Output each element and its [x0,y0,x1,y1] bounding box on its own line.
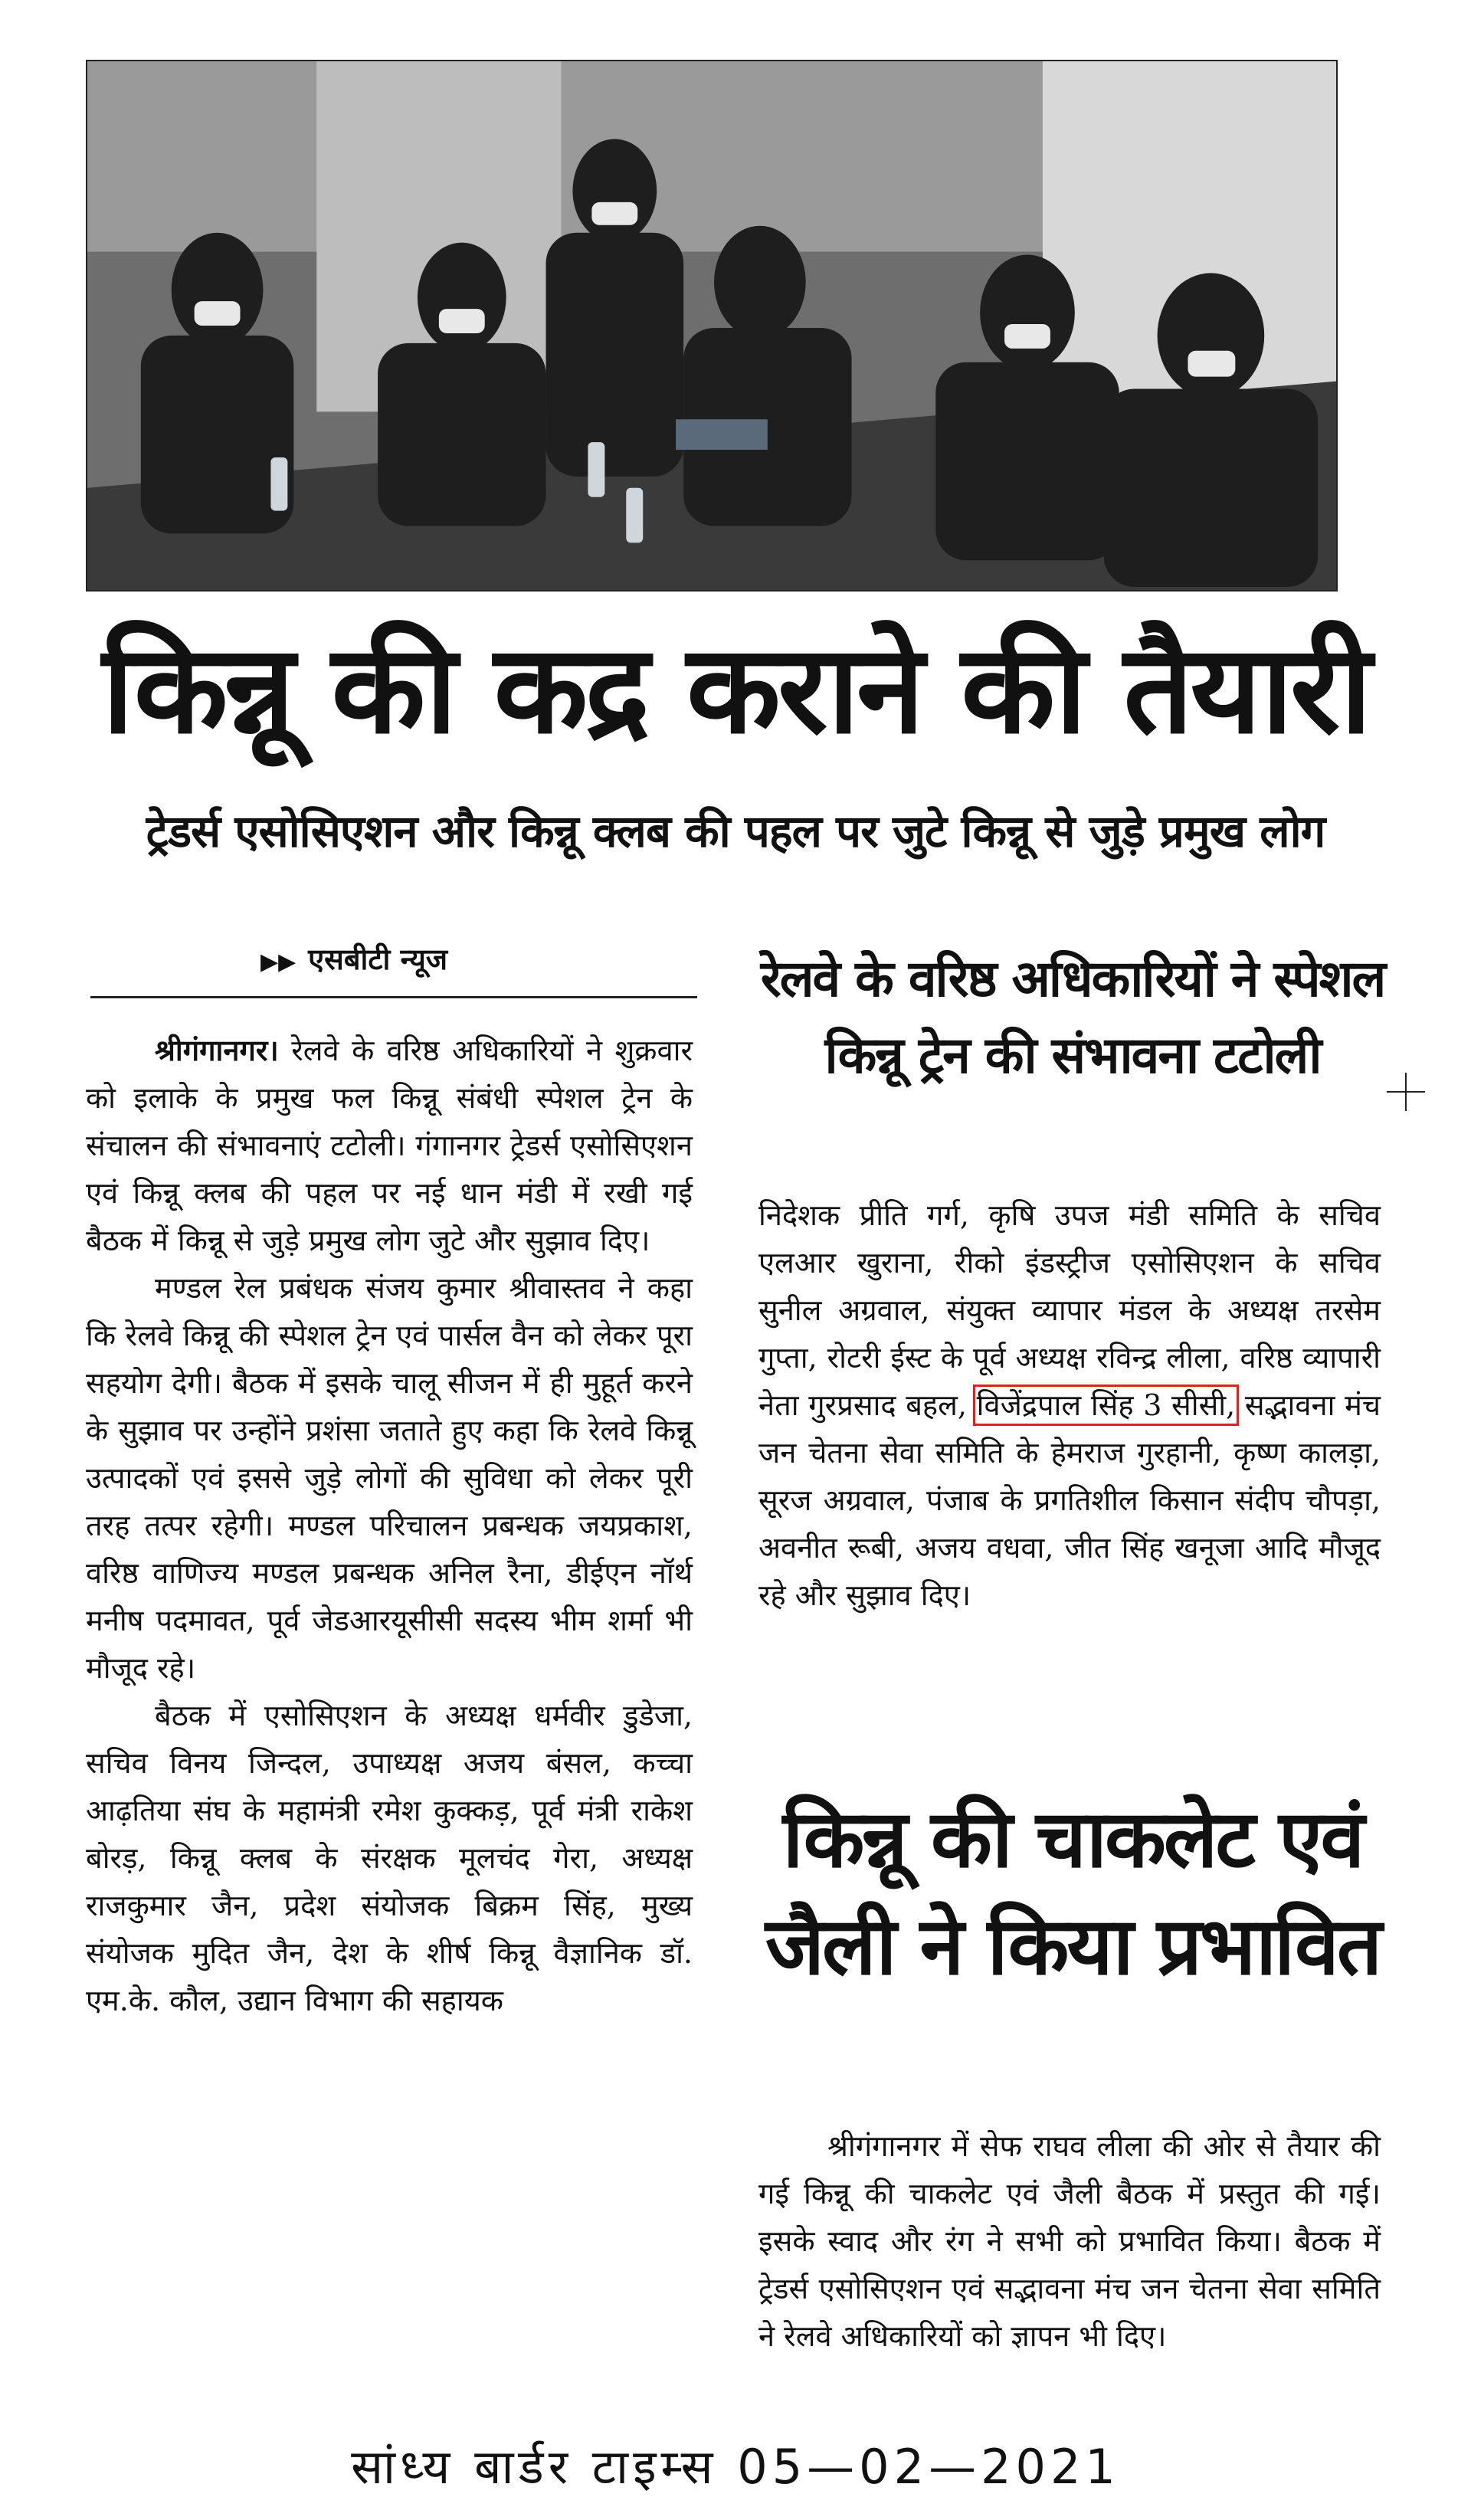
double-arrow-icon: ▶▶ [260,949,296,975]
byline [260,936,690,985]
paragraph-text: सद्भावना मंच जन चेतना सेवा समिति के हेमराज गुरहानी, कृष्ण कालड़ा, सूरज अग्रवाल, पंजाब के प्रगतिशील किसान संदीप चौपड़ा, अवनीत रूबी, अजय वधवा, जीत सिंह खनूजा आदि मौजूद रहे और सुझाव दिए। [758,1388,1381,1612]
paragraph [758,1191,1381,1619]
paragraph: श्रीगंगानगर में सेफ राघव लीला की ओर से तैयार की गई किन्नू की चाकलेट एवं जैली बैठक में प्रस्तुत की गई। इसके स्वाद और रंग ने सभी को प्रभावित किया। बैठक में ट्रेडर्स एसोसिएशन एवं सद्भावना मंच जन चेतना सेवा समिति ने रेलवे अधिकारियों को ज्ञापन भी दिए। [758,2129,1381,2353]
footer-source-date: सांध्य बार्डर टाइम्स 05—02—2021 [351,2439,1120,2495]
paragraph: मण्डल रेल प्रबंधक संजय कुमार श्रीवास्तव ने कहा कि रेलवे किन्नू की स्पेशल ट्रेन एवं पार्सल वैन को लेकर पूरा सहयोग देगी। बैठक में इसके चालू सीजन में ही मुहूर्त करने के सुझाव पर उन्होंने प्रशंसा जताते हुए कहा कि रेलवे किन्नू उत्पादकों एवं इससे जुड़े लोगों की सुविधा को लेकर पूरी तरह तत्पर रहेगी। मण्डल परिचालन प्रबन्धक जयप्रकाश, वरिष्ठ वाणिज्य मण्डल प्रबन्धक अनिल रैना, डीईएन नॉर्थ मनीष पदमावत, पूर्व जेडआरयूसीसी सदस्य भीम शर्मा भी मौजूद रहे। [86,1271,693,1685]
section-heading-railway: रेलवे के वरिष्ठ अधिकारियों ने स्पेशल किन्नू ट्रेन की संभावना टटोली [760,949,1385,1085]
right-column-2 [758,2122,1381,2360]
byline-text: एसबीटी न्यूज [308,942,448,976]
left-column [86,1027,693,2024]
dateline: श्रीगंगानगर। [155,1034,279,1067]
subheadline: ट्रेडर्स एसोसिएशन और किन्नू क्लब की पहल पर जुटे किन्नू से जुड़े प्रमुख लोग [146,805,1325,857]
paragraph-text: निदेशक प्रीति गर्ग, कृषि उपज मंडी समिति के सचिव एलआर खुराना, रीको इंडस्ट्रीज एसोसिएशन के सचिव सुनील अग्रवाल, संयुक्त व्यापार मंडल के अध्यक्ष तरसेम गुप्ता, रोटरी ईस्ट के पूर्व अध्यक्ष रविन्द्र लीला, वरिष्ठ व्यापारी नेता गुरप्रसाद बहल, [758,1198,1381,1422]
meeting-photo [86,60,1338,591]
paragraph-text: रेलवे के वरिष्ठ अधिकारियों ने शुक्रवार को इलाके के प्रमुख फल किन्नू संबंधी स्पेशल ट्रेन के संचालन की संभावनाएं टटोली। गंगानगर ट्रेडर्स एसोसिएशन एवं किन्नू क्लब की पहल पर नई धान मंडी में रखी गई बैठक में किन्नू से जुड़े प्रमुख लोग जुटे और सुझाव दिए। [86,1034,693,1257]
headline: किन्नू की कद्र कराने की तैयारी [102,618,1369,761]
crosshair-icon [1387,1073,1425,1111]
column-rule [90,996,697,998]
photo-illustration [87,61,1336,590]
paragraph: बैठक में एसोसिएशन के अध्यक्ष धर्मवीर डुडेजा, सचिव विनय जिन्दल, उपाध्यक्ष अजय बंसल, कच्चा आढ़तिया संघ के महामंत्री रमेश कुक्कड़, पूर्व मंत्री राकेश बोरड़, किन्नू क्लब के संरक्षक मूलचंद गेरा, अध्यक्ष राजकुमार जैन, प्रदेश संयोजक बिक्रम सिंह, मुख्य संयोजक मुदित जैन, देश के शीर्ष किन्नू वैज्ञानिक डॉ. एम.के. कौल, उद्यान विभाग की सहायक [86,1699,693,2017]
right-column-1 [758,1191,1381,1619]
section-heading-chocolate: किन्नू की चाकलेट एवं जैली ने किया प्रभावित [765,1792,1381,1993]
highlighted-name: विजेंद्रपाल सिंह 3 सीसी, [976,1388,1236,1422]
paragraph [86,1027,693,1264]
